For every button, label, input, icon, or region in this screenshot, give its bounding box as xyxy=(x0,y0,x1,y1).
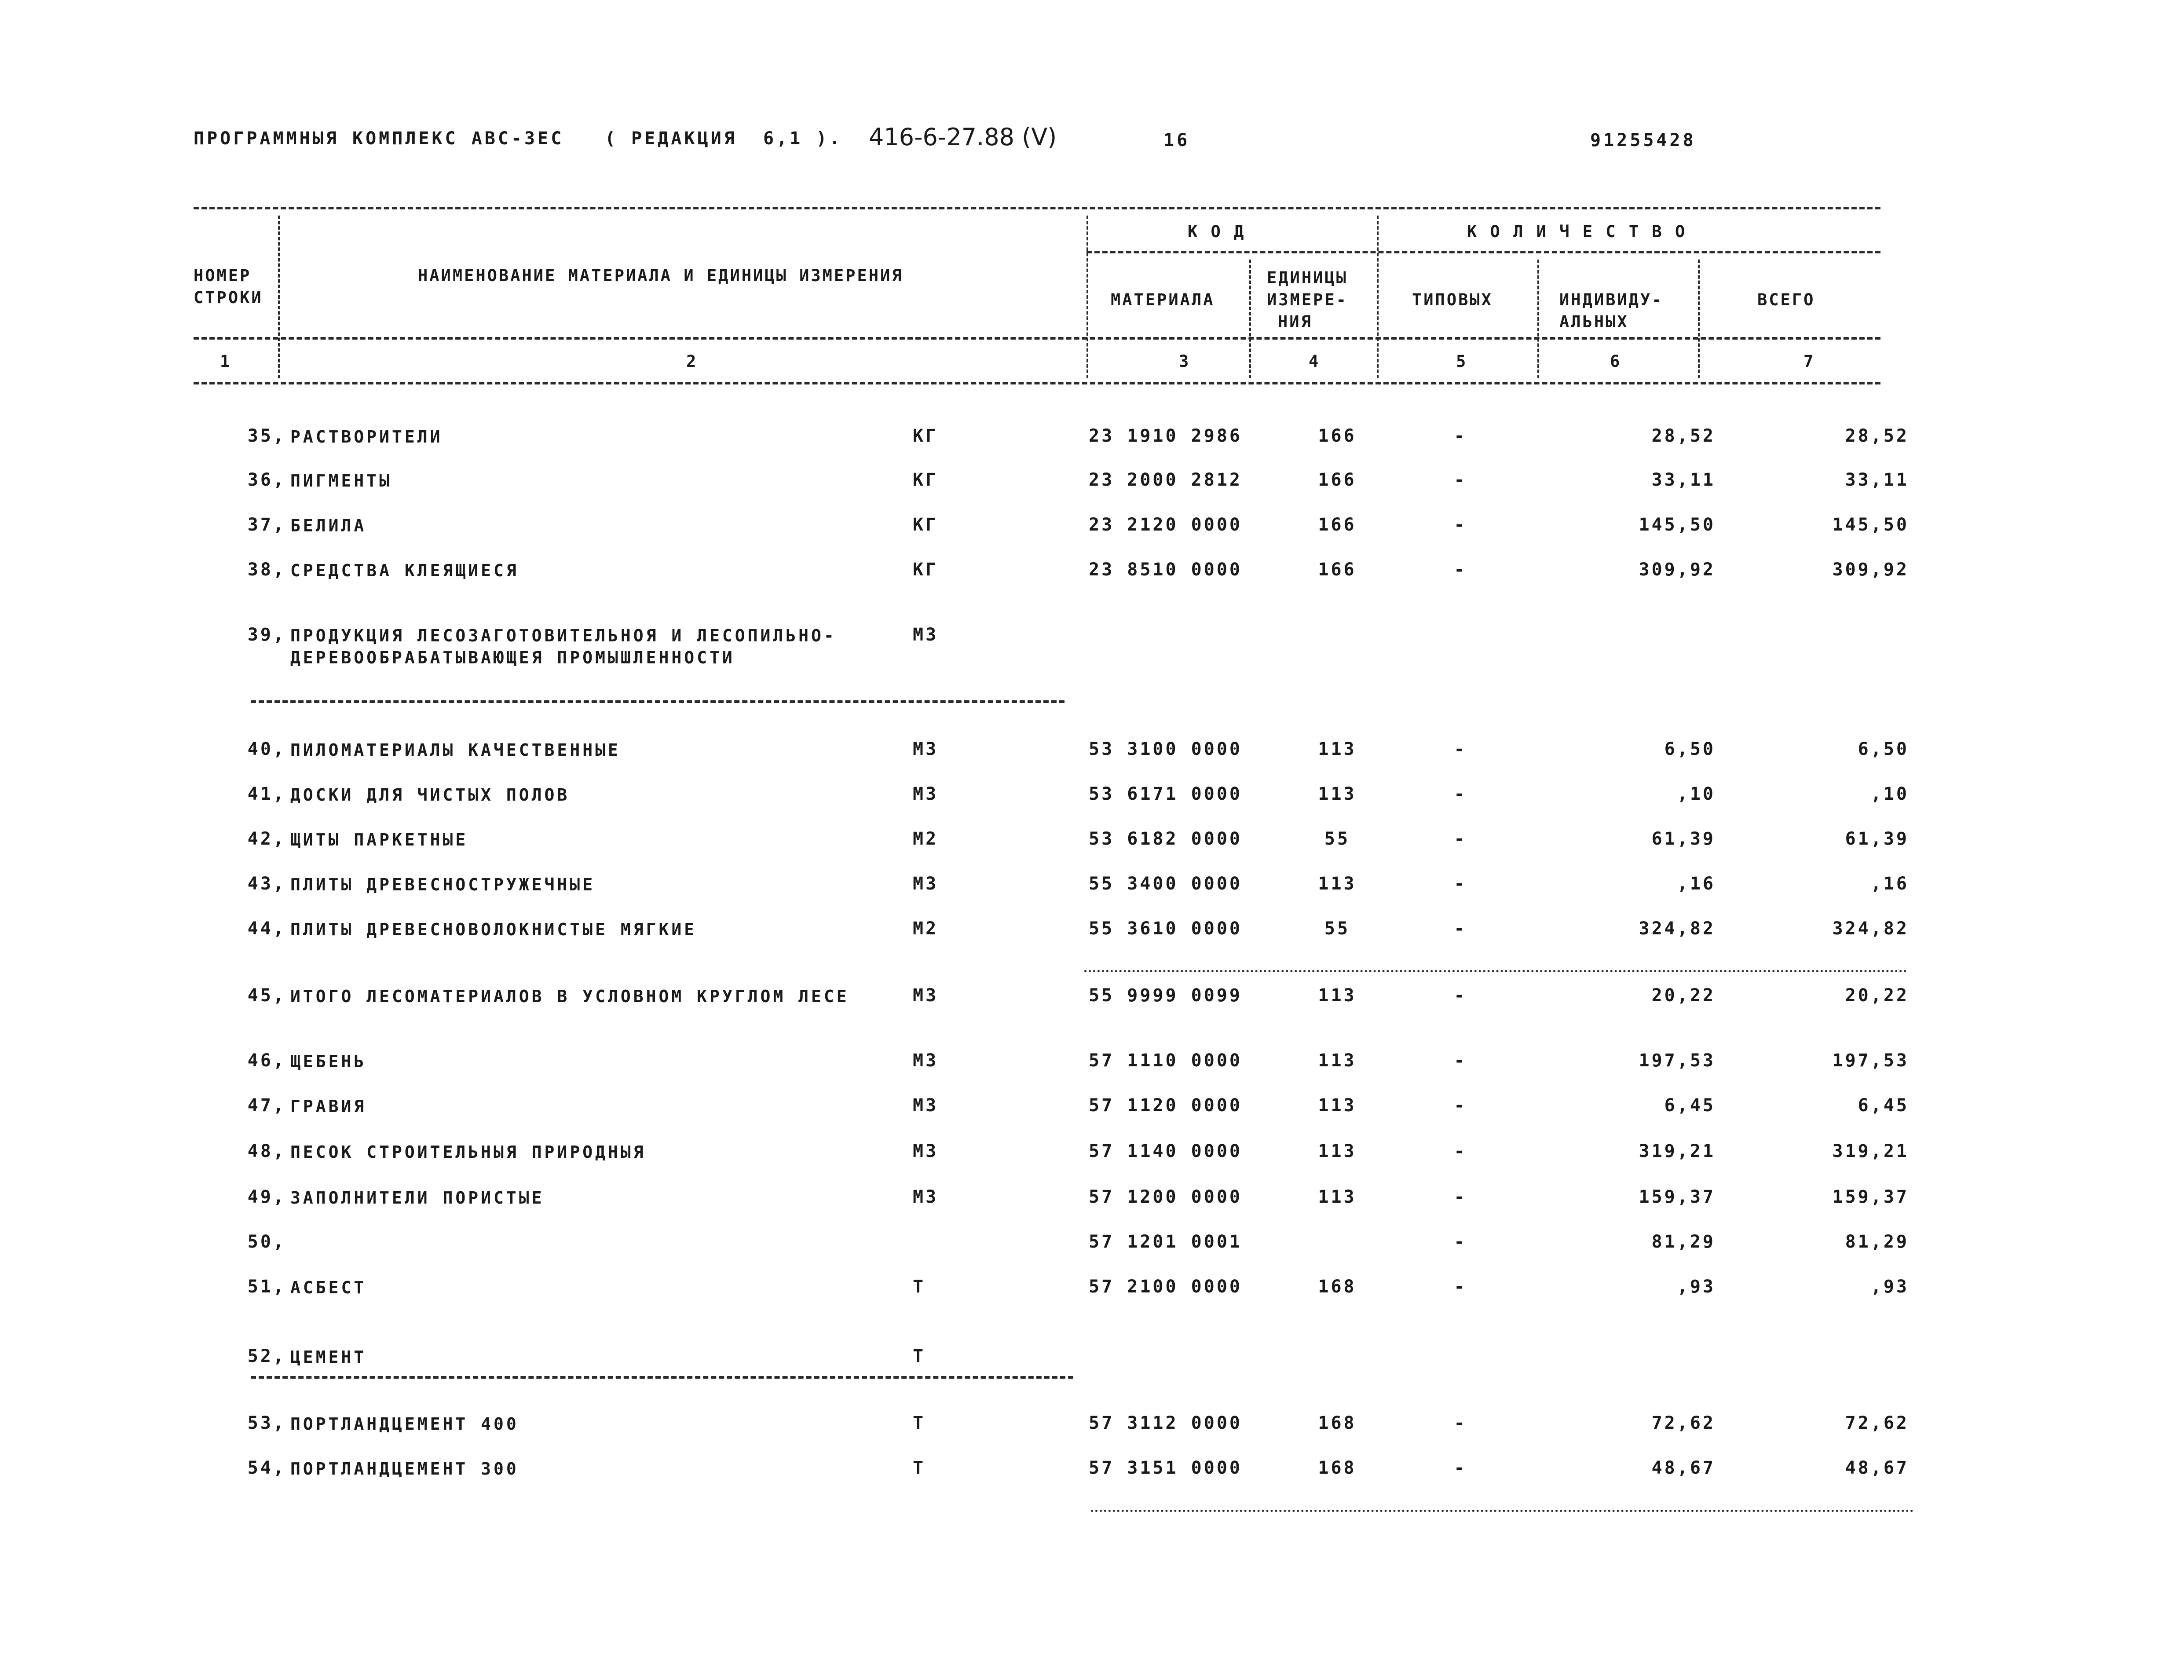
row-7-total: 61,39 xyxy=(1845,829,1909,849)
row-3-code: 23 8510 0000 xyxy=(1089,560,1242,580)
document-code: 91255428 xyxy=(1590,130,1696,150)
row-3-name: СРЕДСТВА КЛЕЯЩИЕСЯ xyxy=(290,561,519,580)
row-19-ind: 48,67 xyxy=(1651,1458,1716,1478)
row-12-code: 57 1120 0000 xyxy=(1089,1095,1242,1116)
header-individual-2: АЛЬНЫХ xyxy=(1559,312,1629,331)
row-12-ind: 6,45 xyxy=(1664,1095,1716,1116)
row-9-code: 55 3610 0000 xyxy=(1089,919,1242,939)
row-4-num: 39, xyxy=(247,625,286,645)
row-11-ucode: 113 xyxy=(1318,1050,1357,1071)
row-2-ind: 145,50 xyxy=(1639,515,1716,535)
row-2-code: 23 2120 0000 xyxy=(1089,515,1242,535)
row-6-num: 41, xyxy=(247,784,286,804)
row-8-typ: - xyxy=(1454,874,1467,894)
header-name: НАИМЕНОВАНИЕ МАТЕРИАЛА И ЕДИНИЦЫ ИЗМЕРЕНИЯ xyxy=(418,266,904,285)
program-title: ПРОГРАММНЫЯ КОМПЛЕКС АВС-3ЕС xyxy=(194,128,564,149)
row-15-total: 81,29 xyxy=(1845,1232,1909,1252)
row-18-ind: 72,62 xyxy=(1651,1413,1716,1433)
row-5-code: 53 3100 0000 xyxy=(1089,739,1242,759)
row-16-typ: - xyxy=(1454,1277,1467,1297)
colnum-7: 7 xyxy=(1804,352,1815,371)
row-2-name: БЕЛИЛА xyxy=(290,516,367,535)
row-17-unit: Т xyxy=(913,1346,926,1366)
row-14-name: ЗАПОЛНИТЕЛИ ПОРИСТЫЕ xyxy=(290,1188,545,1208)
row-19-code: 57 3151 0000 xyxy=(1089,1458,1242,1478)
row-15-code: 57 1201 0001 xyxy=(1089,1232,1242,1252)
row-7-ind: 61,39 xyxy=(1651,829,1716,849)
row-1-code: 23 2000 2812 xyxy=(1089,470,1242,490)
row-19-typ: - xyxy=(1454,1458,1467,1478)
row-11-unit: МЗ xyxy=(913,1050,939,1071)
header-sep-3 xyxy=(1249,260,1251,378)
edition-label: ( РЕДАКЦИЯ xyxy=(605,128,737,149)
row-18-typ: - xyxy=(1454,1413,1467,1433)
row-11-code: 57 1110 0000 xyxy=(1089,1050,1242,1071)
header-sep-1 xyxy=(278,216,280,378)
row-5-ind: 6,50 xyxy=(1664,739,1716,759)
row-13-code: 57 1140 0000 xyxy=(1089,1141,1242,1161)
row-14-num: 49, xyxy=(247,1187,286,1207)
header-material: МАТЕРИАЛА xyxy=(1111,290,1215,309)
row-2-num: 37, xyxy=(247,515,286,535)
row-5-name: ПИЛОМАТЕРИАЛЫ КАЧЕСТВЕННЫЕ xyxy=(290,740,621,760)
row-7-num: 42, xyxy=(247,829,286,849)
row-17-name: ЦЕМЕНТ xyxy=(290,1347,367,1367)
row-10-typ: - xyxy=(1454,985,1467,1006)
row-1-ucode: 166 xyxy=(1318,470,1357,490)
row-12-ucode: 113 xyxy=(1318,1095,1357,1116)
header-bottom-rule xyxy=(194,337,1880,340)
row-9-ucode: 55 xyxy=(1324,919,1350,939)
row-15-typ: - xyxy=(1454,1232,1467,1252)
row-18-name: ПОРТЛАНДЦЕМЕНТ 400 xyxy=(290,1414,519,1434)
row-6-ind: ,10 xyxy=(1677,784,1716,804)
row-19-ucode: 168 xyxy=(1318,1458,1357,1478)
row-18-num: 53, xyxy=(247,1413,286,1433)
row-1-name: ПИГМЕНТЫ xyxy=(290,471,392,490)
row-13-num: 48, xyxy=(247,1141,286,1161)
colnum-1: 1 xyxy=(220,352,232,371)
edition-number: 6,1 ). xyxy=(763,128,843,149)
row-14-ind: 159,37 xyxy=(1639,1187,1716,1207)
row-10-num: 45, xyxy=(247,985,286,1006)
row-5-num: 40, xyxy=(247,739,286,759)
row-6-name: ДОСКИ ДЛЯ ЧИСТЫХ ПОЛОВ xyxy=(290,785,570,805)
row-8-ucode: 113 xyxy=(1318,874,1357,894)
row-8-total: ,16 xyxy=(1870,874,1909,894)
row-10-unit: МЗ xyxy=(913,985,939,1006)
row-8-name: ПЛИТЫ ДРЕВЕСНОСТРУЖЕЧНЫЕ xyxy=(290,875,596,894)
row-16-num: 51, xyxy=(247,1277,286,1297)
header-sep-5 xyxy=(1537,260,1539,378)
row-10-ind: 20,22 xyxy=(1651,985,1716,1006)
row-10-name: ИТОГО ЛЕСОМАТЕРИАЛОВ В УСЛОВНОМ КРУГЛОМ ЛЕСЕ xyxy=(290,987,849,1006)
row-19-num: 54, xyxy=(247,1458,286,1478)
row-7-ucode: 55 xyxy=(1324,829,1350,849)
row-13-name: ПЕСОК СТРОИТЕЛЬНЫЯ ПРИРОДНЫЯ xyxy=(290,1142,646,1162)
colnum-6: 6 xyxy=(1610,352,1622,371)
row-12-unit: МЗ xyxy=(913,1095,939,1116)
row-16-ind: ,93 xyxy=(1677,1277,1716,1297)
row-9-total: 324,82 xyxy=(1832,919,1909,939)
row-0-typ: - xyxy=(1454,426,1467,446)
row-16-name: АСБЕСТ xyxy=(290,1278,367,1297)
row-19-name: ПОРТЛАНДЦЕМЕНТ 300 xyxy=(290,1459,519,1479)
header-typical: ТИПОВЫХ xyxy=(1412,290,1493,309)
row-14-total: 159,37 xyxy=(1832,1187,1909,1207)
row-0-name: РАСТВОРИТЕЛИ xyxy=(290,427,443,447)
row-5-ucode: 113 xyxy=(1318,739,1357,759)
row-16-code: 57 2100 0000 xyxy=(1089,1277,1242,1297)
row-14-typ: - xyxy=(1454,1187,1467,1207)
header-unit-1: ЕДИНИЦЫ xyxy=(1267,268,1348,287)
kod-sub-rule xyxy=(1087,251,1880,253)
row-8-code: 55 3400 0000 xyxy=(1089,874,1242,894)
header-individual-1: ИНДИВИДУ- xyxy=(1559,290,1664,309)
row-19-total: 48,67 xyxy=(1845,1458,1909,1478)
row-14-code: 57 1200 0000 xyxy=(1089,1187,1242,1207)
row-7-typ: - xyxy=(1454,829,1467,849)
row-6-total: ,10 xyxy=(1870,784,1909,804)
colnum-bottom-rule xyxy=(194,382,1880,384)
row-9-ind: 324,82 xyxy=(1639,919,1716,939)
page-number: 16 xyxy=(1163,130,1190,150)
total-rule-before-45 xyxy=(1084,970,1907,972)
row-5-typ: - xyxy=(1454,739,1467,759)
row-18-ucode: 168 xyxy=(1318,1413,1357,1433)
row-4-unit: МЗ xyxy=(913,625,939,645)
header-sep-6 xyxy=(1698,260,1700,378)
row-8-unit: МЗ xyxy=(913,874,939,894)
row-3-typ: - xyxy=(1454,560,1467,580)
handwritten-project-code: 416-6-27.88 (V) xyxy=(869,123,1057,151)
table-end-rule xyxy=(1091,1510,1913,1512)
row-1-typ: - xyxy=(1454,470,1467,490)
row-12-total: 6,45 xyxy=(1858,1095,1909,1116)
row-9-typ: - xyxy=(1454,919,1467,939)
row-10-code: 55 9999 0099 xyxy=(1089,985,1242,1006)
row-0-ind: 28,52 xyxy=(1651,426,1716,446)
row-5-total: 6,50 xyxy=(1858,739,1909,759)
row-13-unit: МЗ xyxy=(913,1141,939,1161)
row-7-code: 53 6182 0000 xyxy=(1089,829,1242,849)
row-0-code: 23 1910 2986 xyxy=(1089,426,1242,446)
row-17-num: 52, xyxy=(247,1346,286,1366)
row-12-num: 47, xyxy=(247,1095,286,1116)
row-15-ind: 81,29 xyxy=(1651,1232,1716,1252)
header-unit-2: ИЗМЕРЕ- xyxy=(1267,290,1348,309)
row-8-ind: ,16 xyxy=(1677,874,1716,894)
row-2-unit: КГ xyxy=(913,515,939,535)
row-3-unit: КГ xyxy=(913,560,939,580)
row-15-num: 50, xyxy=(247,1232,286,1252)
row-9-name: ПЛИТЫ ДРЕВЕСНОВОЛОКНИСТЫЕ МЯГКИЕ xyxy=(290,920,697,939)
row-1-unit: КГ xyxy=(913,470,939,490)
header-sep-2 xyxy=(1087,216,1088,378)
row-5-unit: МЗ xyxy=(913,739,939,759)
row-6-typ: - xyxy=(1454,784,1467,804)
row-0-total: 28,52 xyxy=(1845,426,1909,446)
row-9-unit: М2 xyxy=(913,919,939,939)
section-rule-after-39 xyxy=(251,700,1065,703)
colnum-2: 2 xyxy=(686,352,698,371)
row-13-total: 319,21 xyxy=(1832,1141,1909,1161)
row-2-total: 145,50 xyxy=(1832,515,1909,535)
row-6-unit: МЗ xyxy=(913,784,939,804)
header-unit-3: НИЯ xyxy=(1278,312,1313,331)
row-2-ucode: 166 xyxy=(1318,515,1357,535)
row-3-total: 309,92 xyxy=(1832,560,1909,580)
row-18-code: 57 3112 0000 xyxy=(1089,1413,1242,1433)
row-0-num: 35, xyxy=(247,426,286,446)
row-9-num: 44, xyxy=(247,919,286,939)
row-16-total: ,93 xyxy=(1870,1277,1909,1297)
row-1-num: 36, xyxy=(247,470,286,490)
row-10-ucode: 113 xyxy=(1318,985,1357,1006)
section-rule-after-52 xyxy=(251,1376,1073,1379)
row-11-name: ЩЕБЕНЬ xyxy=(290,1052,367,1071)
row-13-ind: 319,21 xyxy=(1639,1141,1716,1161)
row-16-unit: Т xyxy=(913,1277,926,1297)
row-14-unit: МЗ xyxy=(913,1187,939,1207)
header-kod: К О Д xyxy=(1188,222,1246,241)
header-kolichestvo: К О Л И Ч Е С Т В О xyxy=(1467,222,1687,241)
row-0-ucode: 166 xyxy=(1318,426,1357,446)
row-13-typ: - xyxy=(1454,1141,1467,1161)
row-18-unit: Т xyxy=(913,1413,926,1433)
row-11-ind: 197,53 xyxy=(1639,1050,1716,1071)
row-7-unit: М2 xyxy=(913,829,939,849)
row-3-ind: 309,92 xyxy=(1639,560,1716,580)
colnum-3: 3 xyxy=(1179,352,1191,371)
row-1-total: 33,11 xyxy=(1845,470,1909,490)
row-3-num: 38, xyxy=(247,560,286,580)
row-6-code: 53 6171 0000 xyxy=(1089,784,1242,804)
header-total: ВСЕГО xyxy=(1757,290,1815,309)
row-8-num: 43, xyxy=(247,874,286,894)
colnum-4: 4 xyxy=(1309,352,1321,371)
row-11-total: 197,53 xyxy=(1832,1050,1909,1071)
row-7-name: ЩИТЫ ПАРКЕТНЫЕ xyxy=(290,830,468,849)
row-16-ucode: 168 xyxy=(1318,1277,1357,1297)
header-sep-4 xyxy=(1377,216,1379,378)
header-row-num-2: СТРОКИ xyxy=(194,288,263,307)
colnum-5: 5 xyxy=(1456,352,1468,371)
row-1-ind: 33,11 xyxy=(1651,470,1716,490)
row-2-typ: - xyxy=(1454,515,1467,535)
row-12-typ: - xyxy=(1454,1095,1467,1116)
row-0-unit: КГ xyxy=(913,426,939,446)
row-13-ucode: 113 xyxy=(1318,1141,1357,1161)
row-12-name: ГРАВИЯ xyxy=(290,1097,367,1116)
row-6-ucode: 113 xyxy=(1318,784,1357,804)
header-row-num-1: НОМЕР xyxy=(194,266,252,285)
row-11-num: 46, xyxy=(247,1050,286,1071)
table-top-rule xyxy=(194,207,1880,209)
row-4-name: ПРОДУКЦИЯ ЛЕСОЗАГОТОВИТЕЛЬНОЯ И ЛЕСОПИЛЬНО-ДЕРЕВООБРАБАТЫВАЮЩЕЯ ПРОМЫШЛЕННОСТИ xyxy=(290,626,837,667)
row-14-ucode: 113 xyxy=(1318,1187,1357,1207)
row-10-total: 20,22 xyxy=(1845,985,1909,1006)
row-18-total: 72,62 xyxy=(1845,1413,1909,1433)
row-19-unit: Т xyxy=(913,1458,926,1478)
row-11-typ: - xyxy=(1454,1050,1467,1071)
row-3-ucode: 166 xyxy=(1318,560,1357,580)
